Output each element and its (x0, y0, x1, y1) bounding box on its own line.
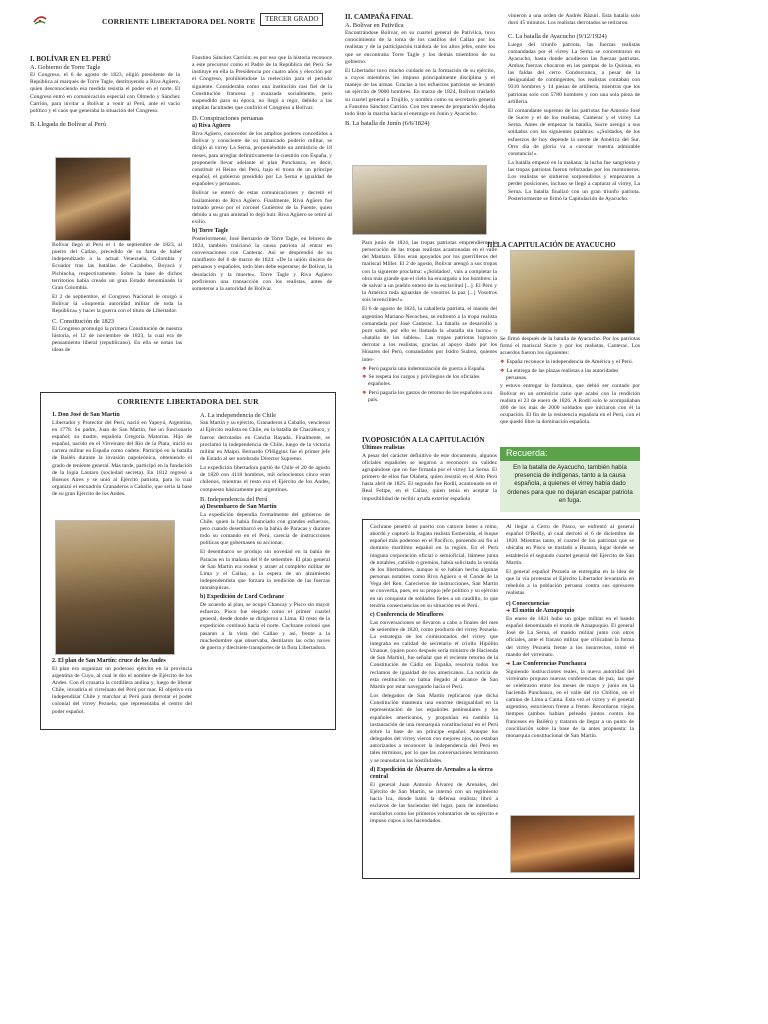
paragraph: El Libertador tuvo mucho cuidado en la formación de su ejército, a cuyos miembros les impuso principalmente disciplina y el manejo de las armas. Gracias a los esfuerzos patriotas se levantó un ejército de 9000 hombres. En marzo de 1824, Bolívar trasladó su cuartel general a Trujillo, y nombra como su secretario general a Faustino Sánchez Carrión. Con tres meses de preparación dejaba todo listo la marcha hacia el enemigo en Junín y Ayacucho. (345, 67, 495, 117)
paragraph: Para junio de 1824, las tropas patriotas emprendieron la persecución de las tropas realistas acantonadas en el valle del Mantaro. Ellos eran apoyados por los guerrilleros del mariscal Miller. El 2 de agosto, Bolívar arengó a sus tropas con la siguiente proclama: «¡Soldados!, vais a completar la obra más grande que el cielo ha encargado a los hombres: la de salvar a un pueblo entero de la esclavitud [...]. El Perú y la América toda aguardan de vosotros la paz [...] Vosotros sois invencibles!». (362, 240, 497, 304)
paragraph: vinieron a una orden de Andrés Rázuri. Esta batalla solo duró 45 minutos. Los realistas derrotados se retiraron. (508, 13, 640, 27)
subsection-title: C. La batalla de Ayacucho (9/12/1924) (508, 33, 607, 41)
school-logo-icon (32, 12, 48, 28)
capitulation-terms-list (362, 366, 497, 404)
recuerda-box (500, 447, 640, 512)
south-col-1 (52, 412, 192, 500)
campaign-col-b (362, 240, 497, 405)
opposition-block (362, 436, 497, 505)
campaign-col (345, 13, 495, 128)
paragraph: El general Juan Antonio Álvarez de Arenales, del Ejército de San Martín, se internó con un regimiento hacia Ica, donde batió la defensa realista; libró a esclavos de las haciendas del lugar, para de inmediato enrolarlos como los primeros voluntarios de su ejército e impuso cupos a los hacendados. (370, 782, 498, 824)
subsubsection-title: b) Expedición de Lord Cochrane (200, 594, 285, 601)
subsubsection-title: a) Riva Agüero (192, 123, 231, 130)
section-title: III.LA CAPITULACIÓN DE AYACUCHO (487, 241, 616, 249)
paragraph: El Congreso, el 6 de agosto de 1823, eligió presidente de la República al marqués de Torre Tagle, destituyendo a Riva Agüero, quien desconociendo esa medida resistía el poder en el norte. El Congreso entró en comunicación especial con Olmedo y Sánchez Carrión, para invitar a Bolívar a venir al Perú, ante el vacío político y el caos que generaba la situación del Congreso. (30, 72, 180, 114)
paragraph: San Martín y su ejército, Granaderos a Caballo, vencieron al Ejército realista en Chile, en la batalla de Chacabuco, y fueron derrotados en Cancha Rayada. Finalmente, se proclamó la independencia de Chile, luego de la victoria militar en Maipú. Bernardo O'Higgins fue el primer jefe de Estado al ser nombrado Director Supremo. (200, 420, 330, 462)
recuerda-title: Recuerda: (500, 447, 640, 461)
sub-heading: ➔ Las Conferencias Punchauca (506, 660, 587, 667)
list-item: ❖ Se respeta los cargos y privilegios de los oficiales españoles. (362, 374, 480, 388)
capitulation-list (500, 359, 640, 382)
paragraph: Cochrane penetró al puerto con catorce botes a remo, abordó y capturó la fragata realista Esmeralda, el buque español más poderoso en el Pacífico, poniendo así fin al dominio marítimo español en la región. En el Perú ninguna corporación oficial o semioficial, llámese junta de notables, cabildo o gremios, había solicitado la venida de los libertadores, aunque sí se habían hecho algunas personas notables como Riva Agüero o el Conde de la Vega del Ren. Carecieron de instrucciones, San Martín se convertía, pues, en su propio jefe político y su ejército en un conquista de soldados fieles a un caudillo, lo que tendría consecuencias en su situación en el Perú. (370, 524, 498, 609)
capitulation-text (500, 336, 640, 428)
subsection-title: 2. El plan de San Martín: cruce de los Andes (52, 658, 166, 664)
school-logo (32, 12, 48, 31)
south-title: CORRIENTE LIBERTADORA DEL SUR (117, 397, 259, 406)
north-col-1 (30, 55, 180, 129)
paragraph: Faustino Sánchez Carrión; es por eso que la historia reconoce a este precursor como el Padre de la República del Perú. Se instituye en ella la Presidencia por cuatro años y elección por el Congreso, prohibiéndose la reelección para el periodo siguiente. Consideraba como una institución casi fiel de la Constitución francesa y avanzada socialmente, pero suspendido para su época, no llegó a regir, debido a las amplias facultades que confirió el Congreso a Bolívar. (192, 55, 332, 112)
grade-badge: TERCER GRADO (260, 13, 323, 26)
paragraph: La batalla empezó en la mañana; la lucha fue sangrienta y las tropas patriotas fueron reforzadas por los montoneros. Los realistas se sintieron sorprendidos y empezaron a perder posiciones, incluso se llegó a capturar al virrey, La Serna. La batalla finalizó con un gran triunfo patriota. Posteriormente se firmó la Capitulación de Ayacucho. (508, 160, 640, 202)
bottom-col-2 (506, 524, 634, 742)
list-item: ❖ Perú pagaría una indemnización de guerra a España. (362, 365, 486, 372)
punchauca-painting (510, 815, 635, 873)
paragraph: Al llegar a Cerro de Pasco, se enfrentó al general español O'Reilly, al cual derrotó el 6 de diciembre de 1820. Mientras tanto, el cuartel de los patriotas que se ubicaba en Pisco se trasladó a Huaura, lugar donde se estableció el segundo cuartel general del Ejército de San Martín. (506, 524, 634, 566)
paragraph: El 6 de agosto de 1824, la caballería patriota, el mando del argentino Mariano Necochea, se enfrentó a la tropa realista comandada por José Canterac. La batalla se desarrolló a puro sable, por ello es llamada la «batalla sin humo» o «batalla de los sables». Las tropas patriotas lograron derrotar a los realistas, gracias al apoyo dado por los Húsares del Perú, comandados por Isidro Suárez, quienes inter- (362, 306, 497, 363)
paragraph: Bolívar llegó al Perú el 1 de septiembre de 1823, al puerto del Callao, precedido de su fama de haber independizado a la actual Venezuela, Colombia y Ecuador tras las batallas de Carabobo, Boyacá y Pichincha, respectivamente. Sobre la base de dichos territorios había creado un gran Estado denominado la Gran Colombia. (52, 242, 182, 291)
paragraph: Los delegados de San Martín replicaron que dicha Constitución mantenía una enorme desigualdad en la representación de los españoles peninsulares y los españoles americanos, y proponían en cambio la instauración de una monarquía constitucional en el Perú sobre la base de un príncipe español. Aunque los delegados del virrey vieron con mejores ojos, no estaban autorizados a reconocer la independencia del Perú en tales términos, por lo que las conversaciones terminaron y se reanudaron las hostilidades. (370, 693, 498, 764)
list-item: ❖ La entrega de las plazas realistas a las autoridades peruanas. (500, 367, 619, 382)
recuerda-text: En la batalla de Ayacucho, también había presencia de indígenas, tanto a la causa española, a quienes el virrey había dado órdenes para que no dejaran escapar patriota en fuga. (507, 463, 633, 504)
paragraph: Libertador y Protector del Perú, nació en Yapeyú, Argentina, en 1778. Su padre, Juan de San Martín, fue un funcionario español; su madre, española Gregoria Matorras. Hijo de español, nacido en el Virreinato del Río de la Plata, inició su carrera militar en España como cadete. Participó en la batalla de Bailén durante la invasión napoleónica, obteniendo el grado de teniente general. Más tarde, participó en la fundación de la logia Lautaro (sociedad secreta). En 1812 regresó a Buenos Aires y se unió al Ejército patriota, para lo cual organizó el escuadrón Granaderos a Caballo, que sería la base de su gran Ejército de los Andes. (52, 419, 192, 498)
subsubsection-title: c) Conferencia de Miraflores (370, 611, 444, 618)
subsection-title: A. Bolívar en Pativilca (345, 21, 404, 29)
bottom-col-1 (370, 524, 498, 827)
subsubsection-title: c) Consecuencias (506, 600, 550, 607)
paragraph: El comandante supremo de los patriotas fue Antonio José de Sucre y el de los realistas, Canterac y el virrey La Serna. Antes de empezar la batalla, Sucre arengó a sus soldados con las siguientes palabras: «¡Soldados, de los esfuerzos de hoy depende la suerte de América del Sur. Otro día de gloria va a coronar vuestra admirable constancia!». (508, 107, 640, 157)
paragraph: De acuerdo al plan, se ocupó Chancay y Pisco sin mayor esfuerzo. Pisco fue elegido como el primer cuartel general, desde donde se dirigieron a Lima. El resto de la expedición continuó hacia el norte. Cochrane colonó que pasaran a la vista del Callao y así, frente a la muchedumbre que observaba, destilaron las ocho naves de guerra y diecisiete transportes de la flota Libertadora. (200, 602, 330, 651)
paragraph: En enero de 1821 hubo un golpe militar en el bando español denominado el motín de Aznapuquio. El general José de La Serna, el mando militar junto con otros oficiales, ante el fracaso militar que criticaban la forma del virrey Pezuela frente a los insurrectos, tomó el mando del virreinato. (506, 615, 634, 658)
sub-heading: ➔ El motín de Aznapuquio (506, 608, 575, 615)
north-title: CORRIENTE LIBERTADORA DEL NORTE (102, 17, 256, 26)
list-item: ❖ Perú pagaría los gastos de retorno de los españoles a su país. (362, 389, 493, 403)
paragraph: El 2 de septiembre, el Congreso Nacional le otorgó a Bolívar la «Suprema autoridad militar de toda la República» y hacer la guerra con el título de Libertador. (52, 294, 182, 315)
subsection-title: B. Llegada de Bolívar al Perú (30, 121, 106, 129)
paragraph: El Congreso promulgó la primera Constitución de nuestra historia, el 12 de noviembre de 1823, la cual era de pensamiento liberal (republicano). En ella se notan las ideas de (52, 325, 182, 354)
bolivar-portrait (55, 157, 131, 241)
paragraph: Bolívar se enteró de estas comunicaciones y decretó el fusilamiento de Riva Agüero. Finalmente, Riva Agüero fue tomado preso por el coronel Gutiérrez de la Fuente, quien debido a su gran amistad lo dejó huir. Riva Agüero se retiró al exilio. (192, 190, 332, 225)
subsection-title: A. Gobierno de Torre Tagle (30, 63, 101, 71)
section-title: IV.OPOSICIÓN A LA CAPITULACIÓN (362, 436, 485, 444)
subsection-title: B. La batalla de Junín (6/6/1824) (345, 120, 430, 128)
paragraph: El general español Pezuela se entregaba en la idea de que la vía protestas el Ejército Libertador levantaría en rebelión a la población peruana contra sus opresores realistas. (506, 568, 634, 597)
paragraph: El desembarco se produjo sin novedad en la bahía de Paracas en la mañana del 8 de setiembre. El plan general de San Martín era rodear y atraer al completo militar de Lima y el Callao, a la espera de un alzamiento independentista que forzara la rendición de las fuerzas monárquicas. (200, 549, 330, 592)
capitulation-image (510, 250, 635, 334)
paragraph: A pesar del carácter definitivo de este documento, algunos oficiales españoles se negaron a reconocer su validez agrupándose que no fue firmada por el virrey La Serna. El primero de ellos fue Olañeta, quien resistió en el Alto Perú hasta abril de 1825. El segundo fue Rodil, acantonado en el Real Felipe, en el Callao, quien tenía en aceptar la imposibilidad de recibir ayuda exterior española (362, 452, 497, 502)
subsection-title: D. Conspiraciones peruanas (192, 115, 264, 123)
south-col-1b (52, 658, 192, 718)
subsubsection-title: b) Torre Tagle (192, 228, 229, 235)
section-title: I. BOLÍVAR EN EL PERÚ (30, 55, 111, 63)
san-martin-painting (55, 520, 175, 655)
paragraph: El plan era organizar un poderoso ejército en la provincia argentina de Cuyo, al cual le dio el nombre de Ejército de los Andes. Con él cruzaría la cordillera andina y, luego de liberar Chile, invadiría el virreinato del Perú por mar. El objetivo era independizar Chile y marchar al Perú para derrotar el poder colonial del virrey Pezuela, que representaba el centro del poder español. (52, 665, 192, 715)
north-col-1b (52, 242, 182, 356)
paragraph: y estuvo entregar la fortaleza, que debió ser contado por Bolívar en un armisticio ratio que acabó con la rendición realista el 23 de enero de 1826. A Rodil solo le acompañaban 400 de los más de 2000 soldados que iniciaron con él la ocupación. El fin de la resistencia española en el Perú, con el que quedó libre la dominación española. (500, 383, 640, 426)
subsection-title: C. Constitución de 1823 (52, 317, 115, 325)
north-col-2 (192, 55, 332, 295)
caption: Se firmó después de la batalla de Ayacucho. Por los patriotas firmó el mariscal Sucre y por los realistas, Canterac. Los acuerdos fueron los siguientes: (500, 336, 640, 357)
section-title: II. CAMPAÑA FINAL (345, 13, 413, 21)
paragraph: La expedición dependía formalmente del gobierno de Chile, quien la había financiado con grandes esfuerzos, pero cuando desembarcó en la bahía de Paracas y durante todo su comando en el Perú, carecía de instrucciones políticas que gobernasen su accionar. (200, 511, 330, 547)
paragraph: Riva Agüero, conocedor de los amplios poderes concedidos a Bolívar y consciente de su inmarcado poderío militar, se dirigió al virrey La Serna, proponiéndole un armisticio de 18 meses, para arreglar definitivamente la cuestión con España, y proponerle llevar adelante el plan Punchauca, es decir, constituir el Reino del Perú, bajo el trono de un príncipe español, el gobierno presidido por La Serna e igualdad de españoles y peruanos. (192, 131, 332, 188)
paragraph: Encontrándose Bolívar, en su cuartel general de Pativilca, tuvo conocimiento de la toma de los castillos del Callao por los realistas y de la participación traidora de los altos jefes, entre los que se encontraba Torre Tagle y los demás miembros de su gobierno. (345, 30, 495, 65)
junin-battle-image (352, 165, 487, 235)
subsection-title: Últimos realistas (362, 444, 405, 451)
paragraph: La expedición libertadora partió de Chile el 20 de agosto de 1820 con 4118 hombres, mil ochocientos cinco eran chilenos, mientras el resto era el Ejército de los Andes, compuesto básicamente por argentinos. (200, 465, 330, 493)
subsubsection-title: d) Expedición de Álvarez de Arenales a la sierra central (370, 766, 493, 781)
paragraph: Siguiendo instrucciones reales, la nueva autoridad del virreinato propuso nuevas conferencias de paz, las que se celebraron entre los meses de mayo y junio en la hacienda Punchauca, en el valle del río Chillón, en el camino de Lima a Canta. Esta vez el virrey y el general argentino, estuvieron frente a frente. Recordaron viejos tiempos (ambos habían peleado juntos contra los franceses en Bailén) y trataron de llegar a un punto de conciliación sobre la base de la antes propuesta: la monarquía constitucional de San Martín. (506, 668, 634, 739)
paragraph: Luego del triunfo patriota, las fuerzas realistas comandadas por el virrey La Serna se concentraron en Ayacucho, hasta donde acudieron las fuerzas patriotas. Ambas fuerzas chocaron en las pampas de la Quinua, en las faldas del cerro Condorcunca, a pesar de la desigualdad de contingentes, los realistas contaban con 9310 hombres y 14 piezas de artillería, mientras que los patriotas solo con 5780 hombres y con una sola pieza de artillería. (508, 41, 640, 105)
paragraph: Posteriormente, José Bernardo de Torre Tagle, en febrero de 1824, también traicionó la causa patriota al entrar en conversaciones con Canterac. Así se desprendió de su manifiesto del 6 de marzo de 1824: «De la unión sincera de peruanos y españoles, todo bien debe esperarse; de Bolívar, la desolación y la muerte». Torre Tagle y Riva Agüero prefirieron una transacción con los realistas, antes de someterse a la autoridad de Bolívar. (192, 235, 332, 292)
paragraph: Las conversaciones se llevaron a cabo a finales del mes de setiembre de 1820, como producto del virrey Pezuela. La estrategia de los comisionados del virrey que integraba en calidad de secretario el criollo Hipólito Unanue, (quien poco después sería ministro de Hacienda de San Martín), fue señalar que el reciente retorno de la Constitución de Cádiz en España, resolvía todos los reclamos de igualdad de los americanos. La noticia de esta restitución no había llegado al alcance de San Martín por estar navegando hacia el Perú. (370, 619, 498, 690)
subsection-title: 1. Don José de San Martín (52, 412, 120, 418)
south-col-2 (200, 412, 330, 654)
subsection-title: B. Independencia del Perú (200, 495, 268, 503)
subsection-title: A. La independencia de Chile (200, 412, 277, 419)
campaign-col-2 (508, 13, 640, 205)
list-item: ❖ España reconoce la independencia de América y el Perú. (500, 359, 634, 366)
subsubsection-title: a) Desembarco de San Martín (200, 503, 277, 510)
